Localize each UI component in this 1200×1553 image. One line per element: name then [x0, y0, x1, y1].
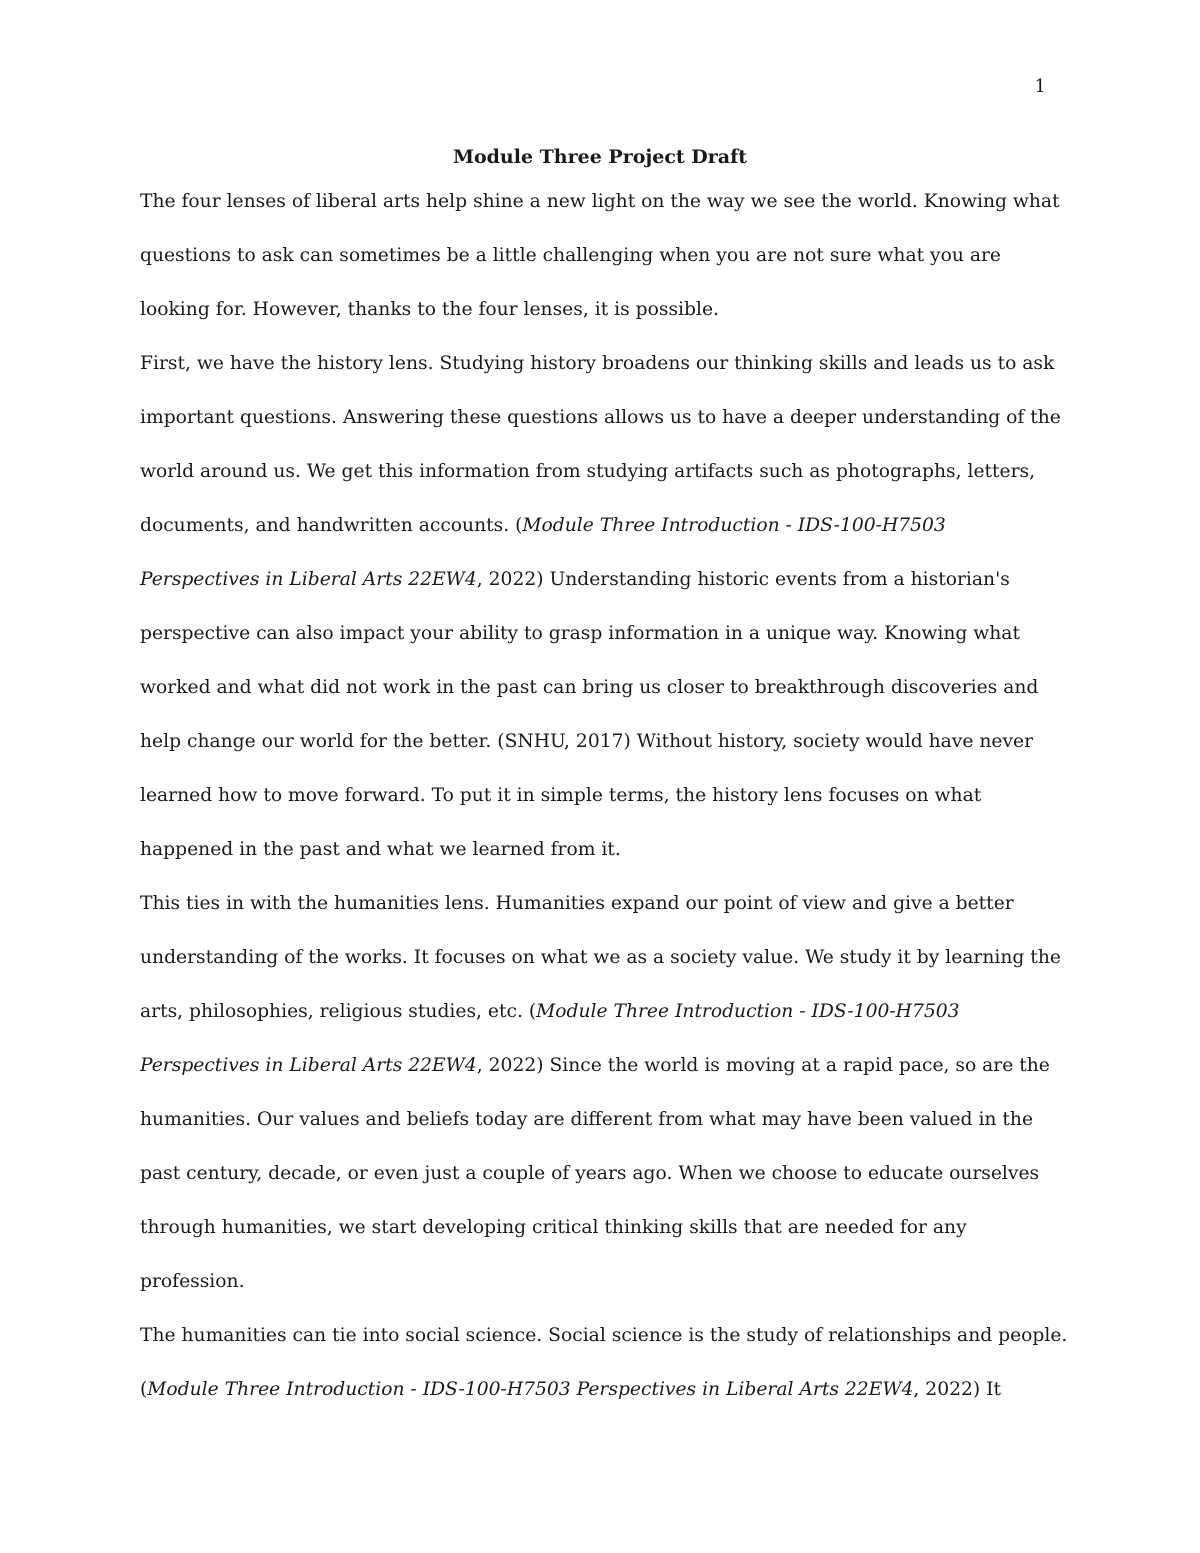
text-run: questions to ask can sometimes be a little challenging when you are not sure what you are — [140, 245, 1001, 266]
text-run: ( — [140, 1379, 148, 1400]
text-run: The humanities can tie into social science. Social science is the study of relationships and people. — [140, 1325, 1068, 1346]
text-run: The four lenses of liberal arts help shine a new light on the way we see the world. Knowing what — [140, 191, 1060, 212]
text-line — [140, 607, 1060, 661]
text-run: past century, decade, or even just a couple of years ago. When we choose to educate ourselves — [140, 1163, 1040, 1184]
text-run: perspective can also impact your ability to grasp information in a unique way. Knowing what — [140, 623, 1020, 644]
text-run: looking for. However, thanks to the four lenses, it is possible. — [140, 299, 719, 320]
text-line — [140, 1039, 1060, 1093]
text-line — [140, 1147, 1060, 1201]
text-line — [140, 931, 1060, 985]
text-line — [140, 553, 1060, 607]
citation-title: Module Three Introduction - IDS-100-H7503 Perspectives in Liberal Arts 22EW4 — [147, 1379, 914, 1400]
text-line — [140, 715, 1060, 769]
text-line — [140, 229, 1060, 283]
document-body — [140, 175, 1068, 1417]
citation-title: Perspectives in Liberal Arts 22EW4 — [140, 569, 477, 590]
citation-title: Module Three Introduction - IDS-100-H7503 — [522, 515, 946, 536]
document-title: Module Three Project Draft — [452, 146, 748, 168]
text-line — [140, 1309, 1068, 1363]
paragraph — [140, 175, 1060, 337]
text-line — [140, 337, 1060, 391]
text-run: humanities. Our values and beliefs today are different from what may have been valued in the — [140, 1109, 1034, 1130]
text-run: profession. — [140, 1271, 245, 1292]
text-run: , 2022) Since the world is moving at a rapid pace, so are the — [476, 1055, 1050, 1076]
text-run: world around us. We get this information from studying artifacts such as photographs, letters, — [140, 461, 1036, 482]
text-line — [140, 499, 1060, 553]
text-line — [140, 1201, 1060, 1255]
text-line — [140, 661, 1060, 715]
paragraph — [140, 1309, 1068, 1417]
text-run: , 2022) Understanding historic events from a historian's — [476, 569, 1010, 590]
text-line — [140, 175, 1060, 229]
text-run: , 2022) It — [913, 1379, 1001, 1400]
text-run: important questions. Answering these questions allows us to have a deeper understanding of the — [140, 407, 1061, 428]
text-line — [140, 823, 1060, 877]
citation-title: Perspectives in Liberal Arts 22EW4 — [140, 1055, 477, 1076]
text-line — [140, 985, 1060, 1039]
text-run: documents, and handwritten accounts. ( — [140, 515, 523, 536]
text-line — [140, 1093, 1060, 1147]
text-line — [140, 1363, 1060, 1417]
text-run: through humanities, we start developing critical thinking skills that are needed for any — [140, 1217, 967, 1238]
paragraph — [140, 337, 1060, 877]
text-run: This ties in with the humanities lens. Humanities expand our point of view and give a better — [140, 893, 1014, 914]
text-line — [140, 769, 1060, 823]
text-run: learned how to move forward. To put it in simple terms, the history lens focuses on what — [140, 785, 982, 806]
text-run: understanding of the works. It focuses on what we as a society value. We study it by learning the — [140, 947, 1061, 968]
text-line — [140, 391, 1060, 445]
text-run: happened in the past and what we learned from it. — [140, 839, 621, 860]
text-line — [140, 877, 1060, 931]
text-run: arts, philosophies, religious studies, etc. ( — [140, 1001, 537, 1022]
paragraph — [140, 877, 1060, 1309]
text-run: help change our world for the better. (SNHU, 2017) Without history, society would have never — [140, 731, 1033, 752]
page-number: 1 — [1034, 76, 1046, 97]
text-line — [140, 1255, 1060, 1309]
text-line — [140, 283, 1060, 337]
text-run: worked and what did not work in the past can bring us closer to breakthrough discoveries and — [140, 677, 1039, 698]
text-line — [140, 445, 1060, 499]
citation-title: Module Three Introduction - IDS-100-H7503 — [536, 1001, 960, 1022]
text-run: First, we have the history lens. Studying history broadens our thinking skills and leads us to ask — [140, 353, 1055, 374]
